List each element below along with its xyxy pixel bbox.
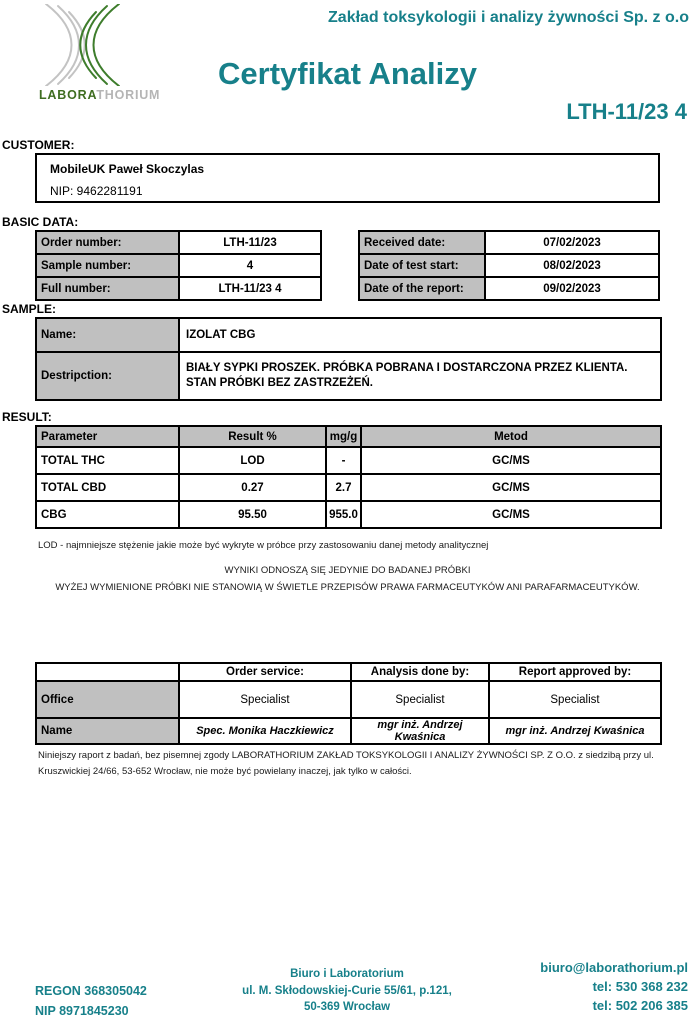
full-number-value: LTH-11/23 4 bbox=[179, 277, 321, 300]
sample-name-label: Name: bbox=[36, 318, 179, 352]
footer-phone-2: tel: 502 206 385 bbox=[592, 998, 688, 1013]
company-name: Zakład toksykologii i analizy żywności Sp. z o.o bbox=[328, 9, 689, 26]
footer-contact bbox=[540, 958, 688, 1015]
test-start-date-value: 08/02/2023 bbox=[485, 254, 659, 277]
name-order-service: Spec. Monika Haczkiewicz bbox=[179, 718, 351, 744]
office-row-label: Office bbox=[36, 681, 179, 718]
sample-number-label: Sample number: bbox=[36, 254, 179, 277]
customer-nip: NIP: 9462281191 bbox=[50, 184, 143, 198]
footer-city: 50-369 Wrocław bbox=[303, 1001, 391, 1013]
footer-email: biuro@laborathorium.pl bbox=[540, 960, 688, 975]
table-row bbox=[36, 474, 661, 501]
sample-section-label: SAMPLE: bbox=[2, 302, 56, 316]
table-row bbox=[36, 254, 321, 277]
result-section-label: RESULT: bbox=[2, 410, 52, 424]
sample-description-label: Destripction: bbox=[36, 352, 179, 400]
table-row bbox=[359, 277, 659, 300]
table-row bbox=[359, 254, 659, 277]
document-title: Certyfikat Analizy bbox=[218, 56, 477, 91]
table-row bbox=[36, 277, 321, 300]
table-row bbox=[36, 318, 661, 352]
sample-number-value: 4 bbox=[179, 254, 321, 277]
result-header-percent: Result % bbox=[179, 426, 326, 447]
table-header-row bbox=[36, 663, 661, 681]
table-header-row bbox=[36, 426, 661, 447]
full-number-label: Full number: bbox=[36, 277, 179, 300]
result-table bbox=[35, 425, 662, 529]
sample-description-value: BIAŁY SYPKI PROSZEK. PRÓBKA POBRANA I DOSTARCZONA PRZEZ KLIENTA. STAN PRÓBKI BEZ ZASTRZEŻEŃ. bbox=[179, 352, 661, 400]
name-approved: mgr inż. Andrzej Kwaśnica bbox=[489, 718, 661, 744]
signature-table bbox=[35, 662, 662, 745]
sample-table bbox=[35, 317, 662, 401]
result-header-parameter: Parameter bbox=[36, 426, 179, 447]
test-start-date-label: Date of test start: bbox=[359, 254, 485, 277]
signature-header-order-service: Order service: bbox=[179, 663, 351, 681]
footer-nip: NIP 8971845230 bbox=[35, 1004, 129, 1018]
logo-wordmark-labora: LABORA bbox=[39, 88, 97, 102]
basic-data-right-table bbox=[358, 230, 660, 301]
order-number-value: LTH-11/23 bbox=[179, 231, 321, 254]
lod-footnote: LOD - najmniejsze stężenie jakie może być wykryte w próbce przy zastosowaniu danej metody analitycznej bbox=[38, 540, 489, 551]
table-row bbox=[36, 501, 661, 528]
table-row bbox=[36, 352, 661, 400]
copy-disclaimer: Niniejszy raport z badań, bez pisemnej zgody LABORATHORIUM ZAKŁAD TOKSYKOLOGII I ANALIZY ŻYWNOŚCI SP. Z O.O. z siedzibą przy ul. Kruszwickiej 24/66, 53-652 Wrocław, nie może być powielany inaczej, jak tylko w całości. bbox=[38, 750, 654, 777]
footer-address bbox=[197, 966, 497, 1016]
result-parameter: CBG bbox=[36, 501, 179, 528]
customer-box bbox=[35, 153, 660, 203]
result-method: GC/MS bbox=[361, 474, 661, 501]
received-date-value: 07/02/2023 bbox=[485, 231, 659, 254]
table-row bbox=[36, 447, 661, 474]
customer-name: MobileUK Paweł Skoczylas bbox=[50, 162, 205, 176]
result-mgg: 955.0 bbox=[326, 501, 361, 528]
table-row bbox=[359, 231, 659, 254]
report-date-value: 09/02/2023 bbox=[485, 277, 659, 300]
signature-header-corner bbox=[36, 663, 179, 681]
result-method: GC/MS bbox=[361, 501, 661, 528]
name-analysis: mgr inż. Andrzej Kwaśnica bbox=[351, 718, 489, 744]
name-row-label: Name bbox=[36, 718, 179, 744]
office-order-service: Specialist bbox=[179, 681, 351, 718]
table-row bbox=[36, 231, 321, 254]
order-number-label: Order number: bbox=[36, 231, 179, 254]
table-row bbox=[36, 681, 661, 718]
signature-header-analysis: Analysis done by: bbox=[351, 663, 489, 681]
received-date-label: Received date: bbox=[359, 231, 485, 254]
report-date-label: Date of the report: bbox=[359, 277, 485, 300]
result-percent: 95.50 bbox=[179, 501, 326, 528]
table-row bbox=[36, 718, 661, 744]
sample-name-value: IZOLAT CBG bbox=[179, 318, 661, 352]
footer-regon: REGON 368305042 bbox=[35, 984, 147, 998]
results-scope-note: WYNIKI ODNOSZĄ SIĘ JEDYNIE DO BADANEJ PRÓBKI bbox=[224, 565, 471, 576]
basic-data-section-label: BASIC DATA: bbox=[2, 215, 79, 229]
result-percent: 0.27 bbox=[179, 474, 326, 501]
signature-header-approved: Report approved by: bbox=[489, 663, 661, 681]
legal-status-note: WYŻEJ WYMIENIONE PRÓBKI NIE STANOWIĄ W ŚWIETLE PRZEPISÓW PRAWA FARMACEUTYKÓW ANI PARAFARMACEUTYKÓW. bbox=[55, 582, 640, 593]
result-header-method: Metod bbox=[361, 426, 661, 447]
result-parameter: TOTAL CBD bbox=[36, 474, 179, 501]
customer-section-label: CUSTOMER: bbox=[2, 138, 75, 152]
office-approved: Specialist bbox=[489, 681, 661, 718]
footer-phone-1: tel: 530 368 232 bbox=[592, 979, 688, 994]
basic-data-left-table bbox=[35, 230, 322, 301]
result-header-mgg: mg/g bbox=[326, 426, 361, 447]
result-method: GC/MS bbox=[361, 447, 661, 474]
footer-registration bbox=[35, 981, 147, 1021]
result-mgg: 2.7 bbox=[326, 474, 361, 501]
result-parameter: TOTAL THC bbox=[36, 447, 179, 474]
logo-wordmark-thorium: THORIUM bbox=[96, 88, 161, 102]
office-analysis: Specialist bbox=[351, 681, 489, 718]
result-mgg: - bbox=[326, 447, 361, 474]
certificate-number: LTH-11/23 4 bbox=[566, 99, 687, 124]
footer-street: ul. M. Skłodowskiej-Curie 55/61, p.121, bbox=[242, 984, 452, 997]
footer-office-title: Biuro i Laboratorium bbox=[290, 968, 404, 980]
result-percent: LOD bbox=[179, 447, 326, 474]
